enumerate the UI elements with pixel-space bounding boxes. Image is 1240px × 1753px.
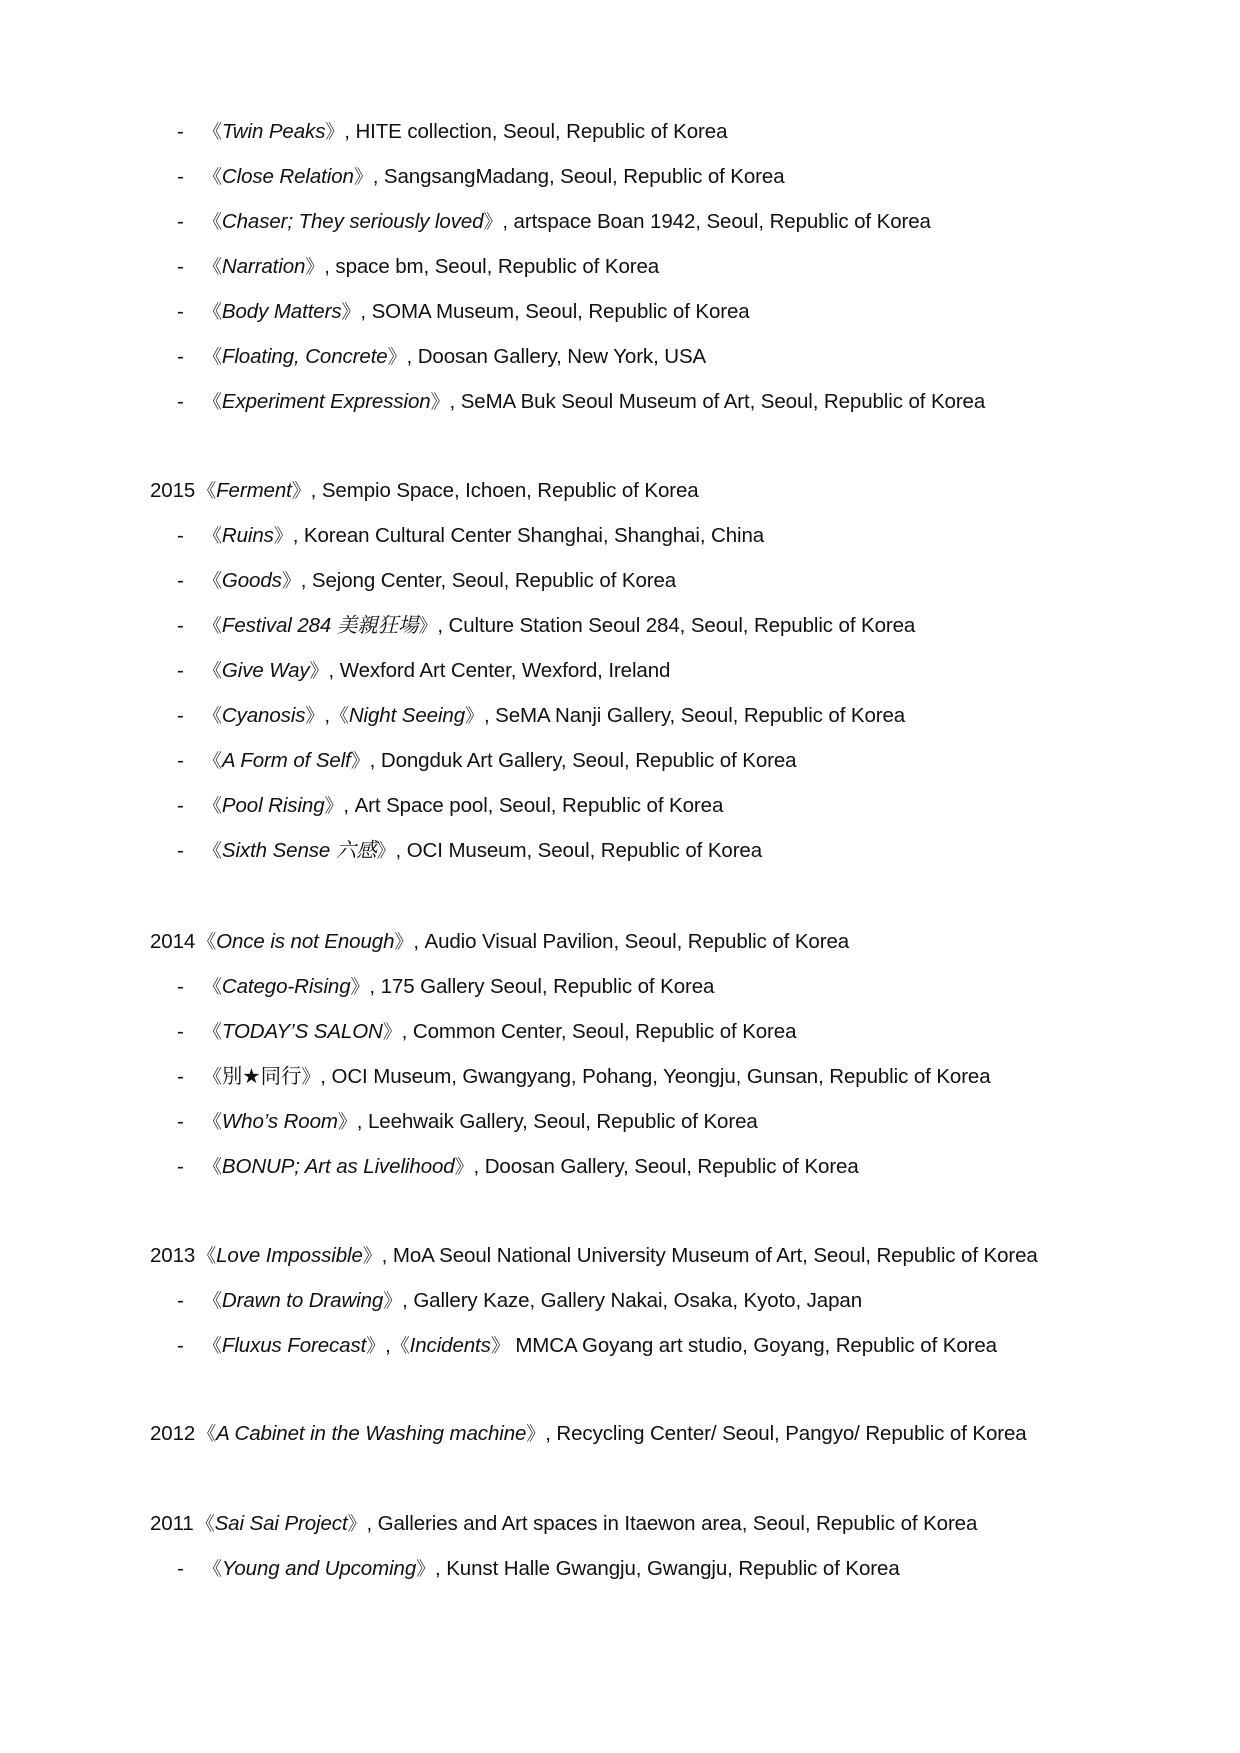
exhibition-venue: , Leehwaik Gallery, Seoul, Republic of Korea bbox=[356, 1110, 758, 1133]
exhibition-title: Experiment Expression bbox=[221, 390, 431, 413]
list-item: - 《Catego-Rising》, 175 Gallery Seoul, Republic of Korea bbox=[0, 964, 1240, 1009]
exhibition-venue: , SOMA Museum, Seoul, Republic of Korea bbox=[360, 300, 750, 323]
year-heading-line: 2012 《A Cabinet in the Washing machine》, Recycling Center/ Seoul, Pangyo/ Republic of Korea bbox=[0, 1411, 1240, 1456]
exhibition-venue: , Galleries and Art spaces in Itaewon area, Seoul, Republic of Korea bbox=[366, 1512, 978, 1535]
list-dash: - bbox=[177, 120, 184, 143]
list-item: - 《Drawn to Drawing》, Gallery Kaze, Gallery Nakai, Osaka, Kyoto, Japan bbox=[0, 1278, 1240, 1323]
list-item: - 《Who’s Room》, Leehwaik Gallery, Seoul, Republic of Korea bbox=[0, 1099, 1240, 1144]
list-dash: - bbox=[177, 1289, 184, 1312]
list-dash: - bbox=[177, 524, 184, 547]
exhibition-title: A Form of Self bbox=[221, 749, 351, 772]
exhibition-title: Ferment bbox=[216, 479, 292, 502]
title-separator: , bbox=[324, 704, 330, 727]
list-item: - 《Cyanosis》,《Night Seeing》, SeMA Nanji Gallery, Seoul, Republic of Korea bbox=[0, 693, 1240, 738]
exhibition-venue: , SeMA Nanji Gallery, Seoul, Republic of Korea bbox=[483, 704, 906, 727]
year-label: 2014 bbox=[150, 930, 196, 953]
exhibition-section-2014 bbox=[0, 919, 1240, 1189]
exhibition-venue: MMCA Goyang art studio, Goyang, Republic of Korea bbox=[509, 1334, 997, 1357]
list-item: - 《Sixth Sense 六感》, OCI Museum, Seoul, Republic of Korea bbox=[0, 828, 1240, 873]
year-label: 2012 bbox=[150, 1422, 196, 1445]
exhibition-venue: , Common Center, Seoul, Republic of Korea bbox=[401, 1020, 797, 1043]
exhibition-title: Fluxus Forecast bbox=[221, 1334, 367, 1357]
list-dash: - bbox=[177, 1110, 184, 1133]
exhibition-venue: , space bm, Seoul, Republic of Korea bbox=[324, 255, 660, 278]
list-dash: - bbox=[177, 210, 184, 233]
list-dash: - bbox=[177, 569, 184, 592]
exhibition-section bbox=[0, 109, 1240, 424]
exhibition-title: Incidents bbox=[409, 1334, 491, 1357]
exhibition-venue: , Dongduk Art Gallery, Seoul, Republic of Korea bbox=[369, 749, 797, 772]
exhibition-venue: , Gallery Kaze, Gallery Nakai, Osaka, Kyoto, Japan bbox=[402, 1289, 863, 1312]
exhibition-title: Young and Upcoming bbox=[221, 1557, 417, 1580]
exhibition-section-2015 bbox=[0, 468, 1240, 873]
exhibition-title: Festival 284 美親狂場 bbox=[221, 614, 419, 637]
list-item: - 《Fluxus Forecast》,《Incidents》 MMCA Goyang art studio, Goyang, Republic of Korea bbox=[0, 1323, 1240, 1368]
exhibition-venue: , Sempio Space, Ichoen, Republic of Korea bbox=[310, 479, 699, 502]
exhibition-venue: , SangsangMadang, Seoul, Republic of Korea bbox=[372, 165, 785, 188]
exhibition-venue: , MoA Seoul National University Museum of Art, Seoul, Republic of Korea bbox=[381, 1244, 1038, 1267]
exhibition-venue: , Kunst Halle Gwangju, Gwangju, Republic of Korea bbox=[435, 1557, 900, 1580]
year-heading-line: 2011 《Sai Sai Project》, Galleries and Art spaces in Itaewon area, Seoul, Republic of Korea bbox=[0, 1501, 1240, 1546]
list-dash: - bbox=[177, 1155, 184, 1178]
list-dash: - bbox=[177, 345, 184, 368]
list-item: - 《Pool Rising》, Art Space pool, Seoul, Republic of Korea bbox=[0, 783, 1240, 828]
exhibition-title: Cyanosis bbox=[221, 704, 306, 727]
exhibition-title: Pool Rising bbox=[221, 794, 325, 817]
exhibition-title: Once is not Enough bbox=[216, 930, 395, 953]
exhibition-title: Floating, Concrete bbox=[221, 345, 388, 368]
exhibition-venue: , Wexford Art Center, Wexford, Ireland bbox=[328, 659, 671, 682]
list-dash: - bbox=[177, 390, 184, 413]
list-dash: - bbox=[177, 255, 184, 278]
list-item: - 《TODAY’S SALON》, Common Center, Seoul, Republic of Korea bbox=[0, 1009, 1240, 1054]
list-dash: - bbox=[177, 659, 184, 682]
exhibition-venue: , artspace Boan 1942, Seoul, Republic of Korea bbox=[502, 210, 931, 233]
list-dash: - bbox=[177, 1557, 184, 1580]
exhibition-venue: , OCI Museum, Gwangyang, Pohang, Yeongju, Gunsan, Republic of Korea bbox=[320, 1065, 991, 1088]
exhibition-title: Twin Peaks bbox=[221, 120, 326, 143]
exhibition-venue: , Recycling Center/ Seoul, Pangyo/ Republic of Korea bbox=[545, 1422, 1027, 1445]
exhibition-venue: , SeMA Buk Seoul Museum of Art, Seoul, Republic of Korea bbox=[449, 390, 986, 413]
exhibition-section-2012 bbox=[0, 1411, 1240, 1456]
list-item: - 《Goods》, Sejong Center, Seoul, Republic of Korea bbox=[0, 558, 1240, 603]
exhibition-title: TODAY’S SALON bbox=[221, 1020, 383, 1043]
year-label: 2011 bbox=[150, 1512, 194, 1535]
list-item: - 《Body Matters》, SOMA Museum, Seoul, Republic of Korea bbox=[0, 289, 1240, 334]
list-dash: - bbox=[177, 1020, 184, 1043]
year-label: 2013 bbox=[150, 1244, 196, 1267]
list-dash: - bbox=[177, 614, 184, 637]
exhibition-title: Chaser; They seriously loved bbox=[221, 210, 484, 233]
list-item: - 《A Form of Self》, Dongduk Art Gallery, Seoul, Republic of Korea bbox=[0, 738, 1240, 783]
exhibition-title: Close Relation bbox=[221, 165, 354, 188]
list-dash: - bbox=[177, 749, 184, 772]
list-item: - 《Ruins》, Korean Cultural Center Shanghai, Shanghai, China bbox=[0, 513, 1240, 558]
exhibition-venue: , Doosan Gallery, Seoul, Republic of Korea bbox=[473, 1155, 859, 1178]
list-item: - 《Floating, Concrete》, Doosan Gallery, New York, USA bbox=[0, 334, 1240, 379]
list-item: - 《Festival 284 美親狂場》, Culture Station Seoul 284, Seoul, Republic of Korea bbox=[0, 603, 1240, 648]
exhibition-title: BONUP; Art as Livelihood bbox=[221, 1155, 455, 1178]
list-item: - 《Chaser; They seriously loved》, artspace Boan 1942, Seoul, Republic of Korea bbox=[0, 199, 1240, 244]
exhibition-venue: , Sejong Center, Seoul, Republic of Korea bbox=[300, 569, 677, 592]
exhibition-title: Night Seeing bbox=[348, 704, 466, 727]
list-dash: - bbox=[177, 704, 184, 727]
exhibition-venue: , Doosan Gallery, New York, USA bbox=[406, 345, 707, 368]
list-dash: - bbox=[177, 839, 184, 862]
exhibition-venue: , Culture Station Seoul 284, Seoul, Republic of Korea bbox=[437, 614, 916, 637]
exhibition-title: Who’s Room bbox=[221, 1110, 338, 1133]
list-item: - 《Close Relation》, SangsangMadang, Seoul, Republic of Korea bbox=[0, 154, 1240, 199]
list-item: - 《Young and Upcoming》, Kunst Halle Gwangju, Gwangju, Republic of Korea bbox=[0, 1546, 1240, 1591]
exhibition-title: Catego-Rising bbox=[221, 975, 351, 998]
list-item: - 《Give Way》, Wexford Art Center, Wexford, Ireland bbox=[0, 648, 1240, 693]
year-label: 2015 bbox=[150, 479, 196, 502]
exhibition-title: Goods bbox=[221, 569, 282, 592]
list-dash: - bbox=[177, 1065, 184, 1088]
list-item: - 《別★同行》, OCI Museum, Gwangyang, Pohang, Yeongju, Gunsan, Republic of Korea bbox=[0, 1054, 1240, 1099]
list-dash: - bbox=[177, 794, 184, 817]
exhibition-title: Ruins bbox=[221, 524, 274, 547]
exhibition-venue: , Art Space pool, Seoul, Republic of Korea bbox=[343, 794, 724, 817]
list-item: - 《Narration》, space bm, Seoul, Republic of Korea bbox=[0, 244, 1240, 289]
exhibition-section-2013 bbox=[0, 1233, 1240, 1368]
exhibition-title: Sai Sai Project bbox=[214, 1512, 348, 1535]
list-item: - 《BONUP; Art as Livelihood》, Doosan Gallery, Seoul, Republic of Korea bbox=[0, 1144, 1240, 1189]
list-dash: - bbox=[177, 1334, 184, 1357]
list-item: - 《Experiment Expression》, SeMA Buk Seoul Museum of Art, Seoul, Republic of Korea bbox=[0, 379, 1240, 424]
list-dash: - bbox=[177, 300, 184, 323]
year-heading-line: 2014 《Once is not Enough》, Audio Visual Pavilion, Seoul, Republic of Korea bbox=[0, 919, 1240, 964]
exhibition-venue: , HITE collection, Seoul, Republic of Korea bbox=[344, 120, 728, 143]
exhibition-title: Narration bbox=[221, 255, 306, 278]
exhibition-title: Sixth Sense 六感 bbox=[221, 839, 377, 862]
year-heading-line: 2015 《Ferment》, Sempio Space, Ichoen, Republic of Korea bbox=[0, 468, 1240, 513]
exhibition-title: Give Way bbox=[221, 659, 310, 682]
year-heading-line: 2013 《Love Impossible》, MoA Seoul National University Museum of Art, Seoul, Republic of Korea bbox=[0, 1233, 1240, 1278]
exhibition-title: Drawn to Drawing bbox=[221, 1289, 384, 1312]
exhibition-venue: , OCI Museum, Seoul, Republic of Korea bbox=[395, 839, 763, 862]
list-item: - 《Twin Peaks》, HITE collection, Seoul, Republic of Korea bbox=[0, 109, 1240, 154]
exhibition-venue: , Audio Visual Pavilion, Seoul, Republic of Korea bbox=[413, 930, 850, 953]
exhibition-title: 別★同行 bbox=[221, 1065, 302, 1088]
title-separator: , bbox=[385, 1334, 391, 1357]
list-dash: - bbox=[177, 165, 184, 188]
exhibition-venue: , Korean Cultural Center Shanghai, Shanghai, China bbox=[292, 524, 765, 547]
exhibition-venue: , 175 Gallery Seoul, Republic of Korea bbox=[369, 975, 715, 998]
list-dash: - bbox=[177, 975, 184, 998]
exhibition-title: Body Matters bbox=[221, 300, 342, 323]
exhibition-title: Love Impossible bbox=[216, 1244, 363, 1267]
exhibition-title: A Cabinet in the Washing machine bbox=[216, 1422, 527, 1445]
exhibition-section-2011 bbox=[0, 1501, 1240, 1591]
